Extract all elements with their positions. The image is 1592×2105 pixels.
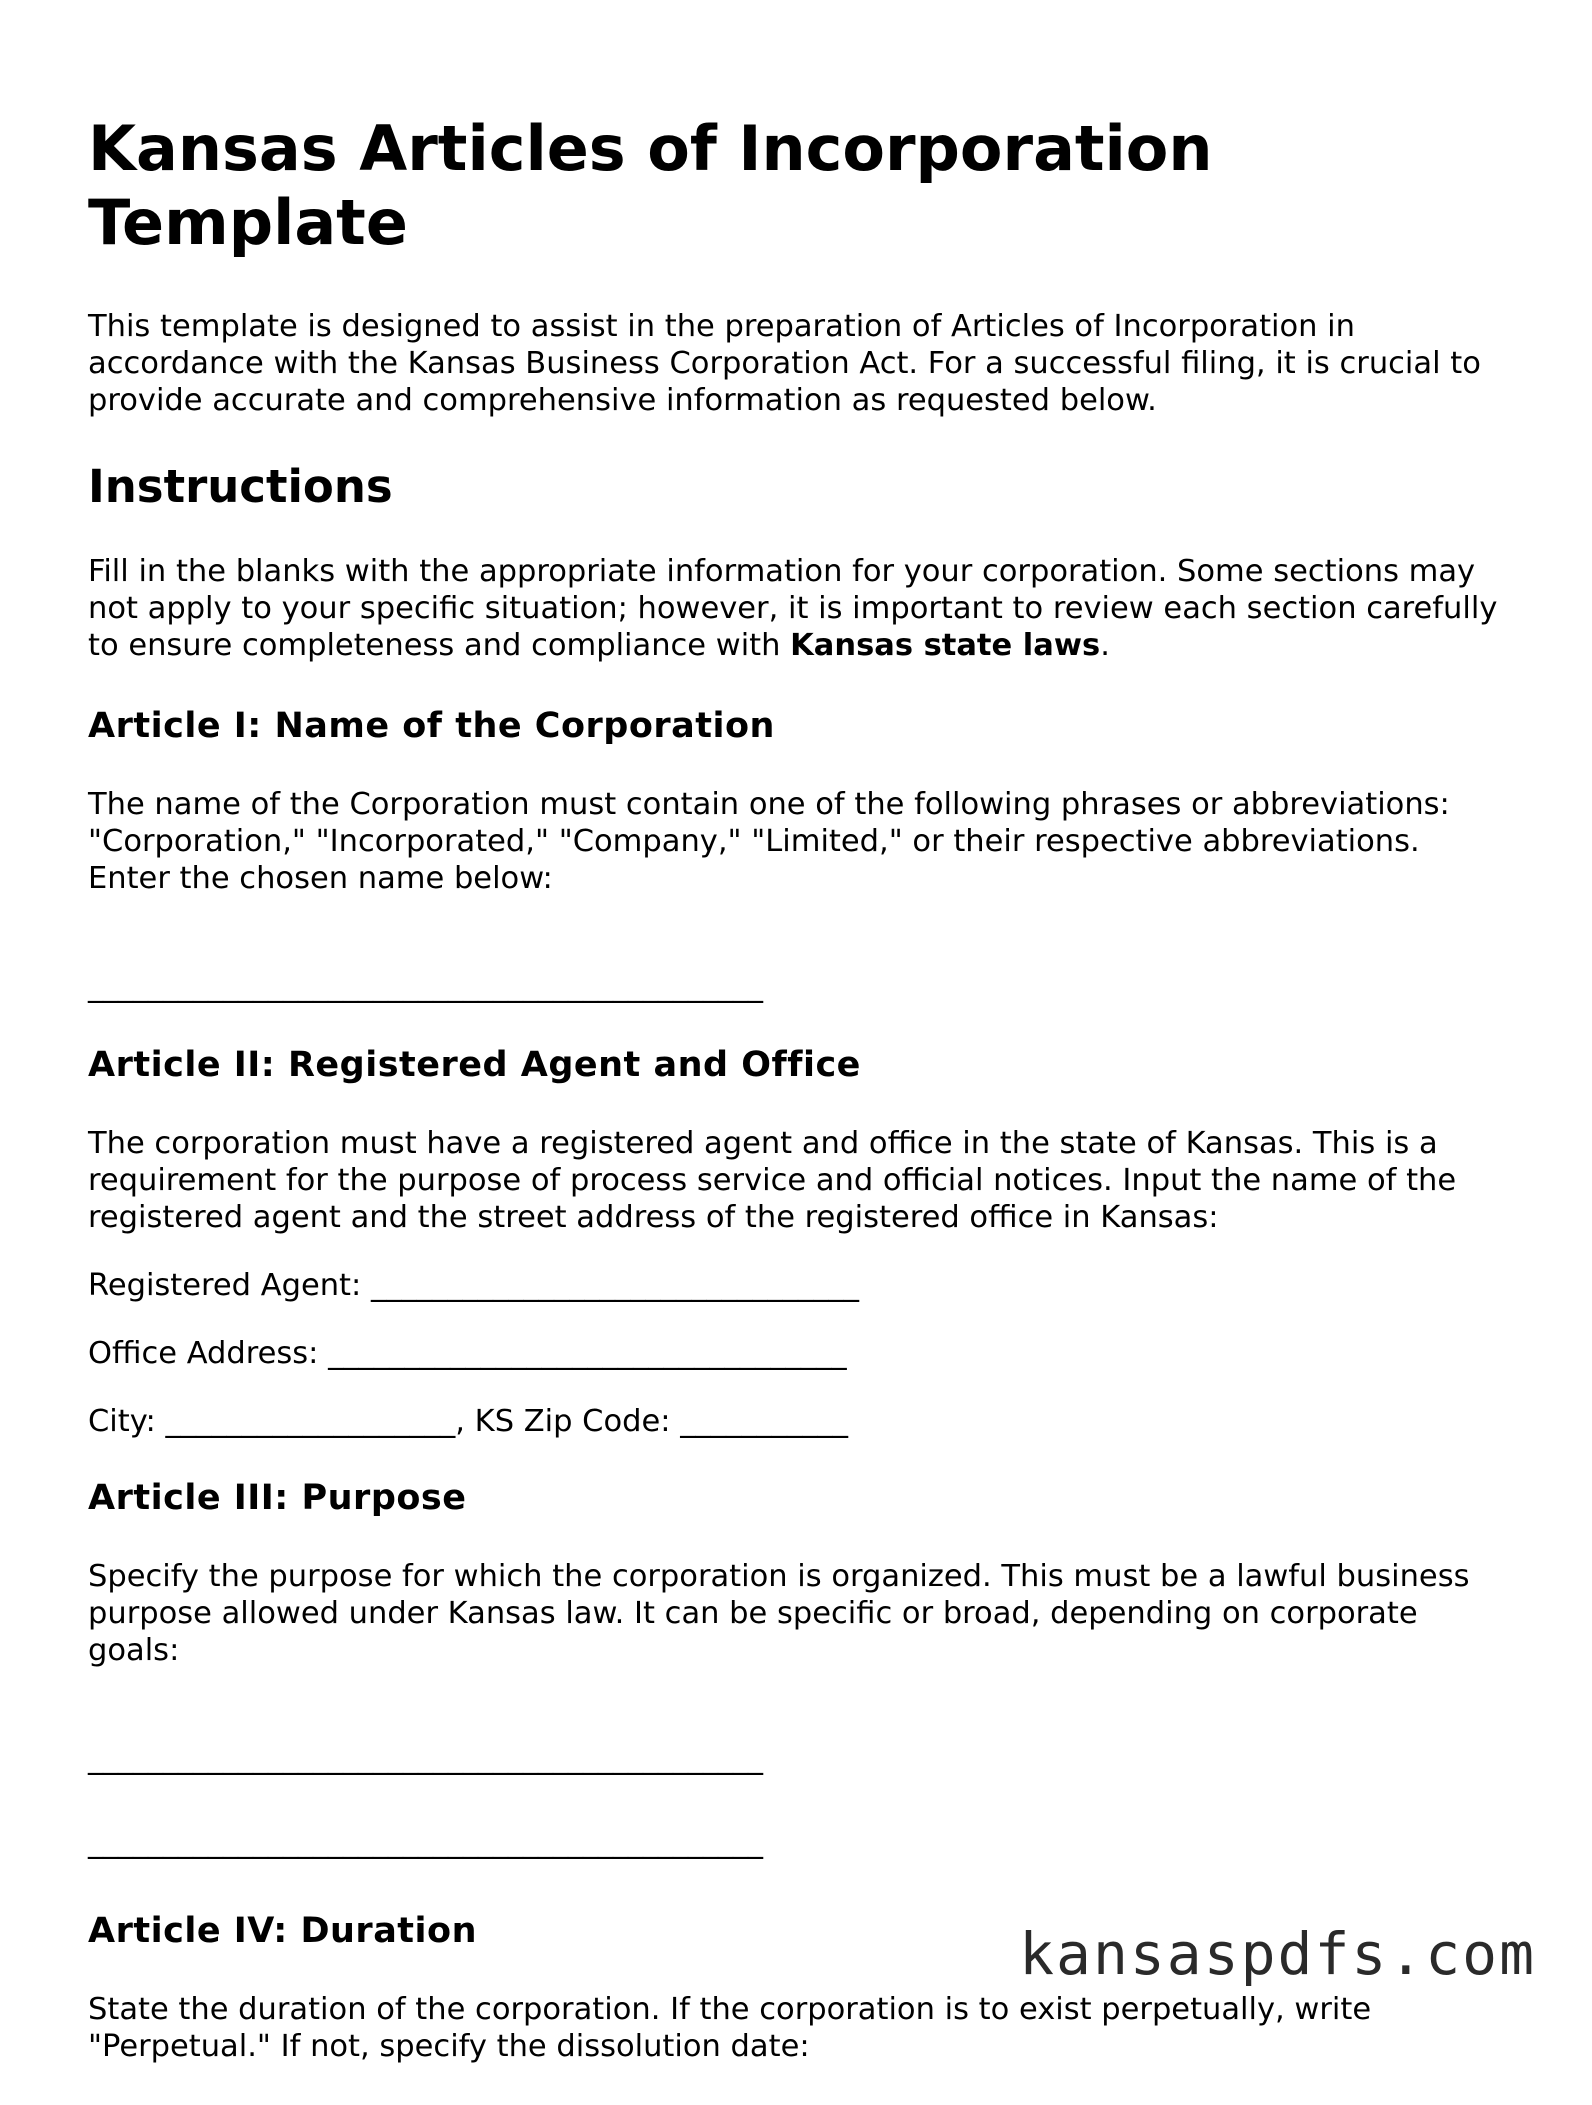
- article-3-text: Specify the purpose for which the corporation is organized. This must be a lawful business purpose allowed under Kansas law. It can be specific or broad, depending on corporate goals:: [88, 1559, 1470, 1668]
- city-blank[interactable]: ___________________: [165, 1404, 456, 1439]
- registered-agent-blank[interactable]: ________________________________: [370, 1268, 859, 1303]
- article-2-text: The corporation must have a registered agent and office in the state of Kansas. This is a requirement for the purpose of process service and official notices. Input the name of the registered agent and the street address of the registered office in Kansas:: [88, 1126, 1457, 1235]
- article-3-heading: Article III: Purpose: [88, 1478, 467, 1518]
- city-zip-row: [88, 1404, 1508, 1440]
- zip-code-blank[interactable]: ___________: [680, 1404, 848, 1439]
- city-label: City:: [88, 1404, 156, 1439]
- purpose-blank-2[interactable]: _____________________________________________: [88, 1825, 763, 1860]
- office-address-label: Office Address:: [88, 1336, 319, 1371]
- watermark-text: kansaspdfs.com: [1019, 1920, 1536, 1988]
- article-1-heading: Article I: Name of the Corporation: [88, 706, 775, 746]
- document-page: [88, 112, 1508, 2105]
- registered-agent-label: Registered Agent:: [88, 1268, 362, 1303]
- zip-code-label: , KS Zip Code:: [455, 1404, 671, 1439]
- instructions-paragraph: [88, 553, 1508, 664]
- corporation-name-blank[interactable]: _____________________________________________: [88, 969, 763, 1004]
- instructions-heading: Instructions: [88, 460, 393, 513]
- article-4-text: State the duration of the corporation. If the corporation is to exist perpetually, write "Perpetual." If not, specify the dissolution date:: [88, 1992, 1372, 2064]
- document-title: Kansas Articles of Incorporation Template: [88, 112, 1213, 259]
- instructions-bold-text: Kansas state laws: [790, 628, 1101, 663]
- article-1-text: The name of the Corporation must contain one of the following phrases or abbreviations: "Corporation," "Incorporated," "Company," "Limited," or their respective abbreviations. Enter the chosen name below:: [88, 787, 1450, 896]
- article-4-heading: Article IV: Duration: [88, 1911, 478, 1951]
- intro-paragraph: This template is designed to assist in the preparation of Articles of Incorporation in accordance with the Kansas Business Corporation Act. For a successful filing, it is crucial to provide accurate and comprehensive information as requested below.: [88, 309, 1481, 418]
- instructions-text-end: .: [1100, 628, 1110, 663]
- office-address-row: [88, 1336, 1508, 1372]
- article-2-heading: Article II: Registered Agent and Office: [88, 1045, 861, 1085]
- purpose-blank-1[interactable]: _____________________________________________: [88, 1741, 763, 1776]
- registered-agent-row: [88, 1268, 1508, 1304]
- office-address-blank[interactable]: __________________________________: [328, 1336, 847, 1371]
- instructions-text: Fill in the blanks with the appropriate information for your corporation. Some sections may not apply to your specific situation; however, it is important to review each section carefully to ensure completeness and compliance with: [88, 554, 1498, 663]
